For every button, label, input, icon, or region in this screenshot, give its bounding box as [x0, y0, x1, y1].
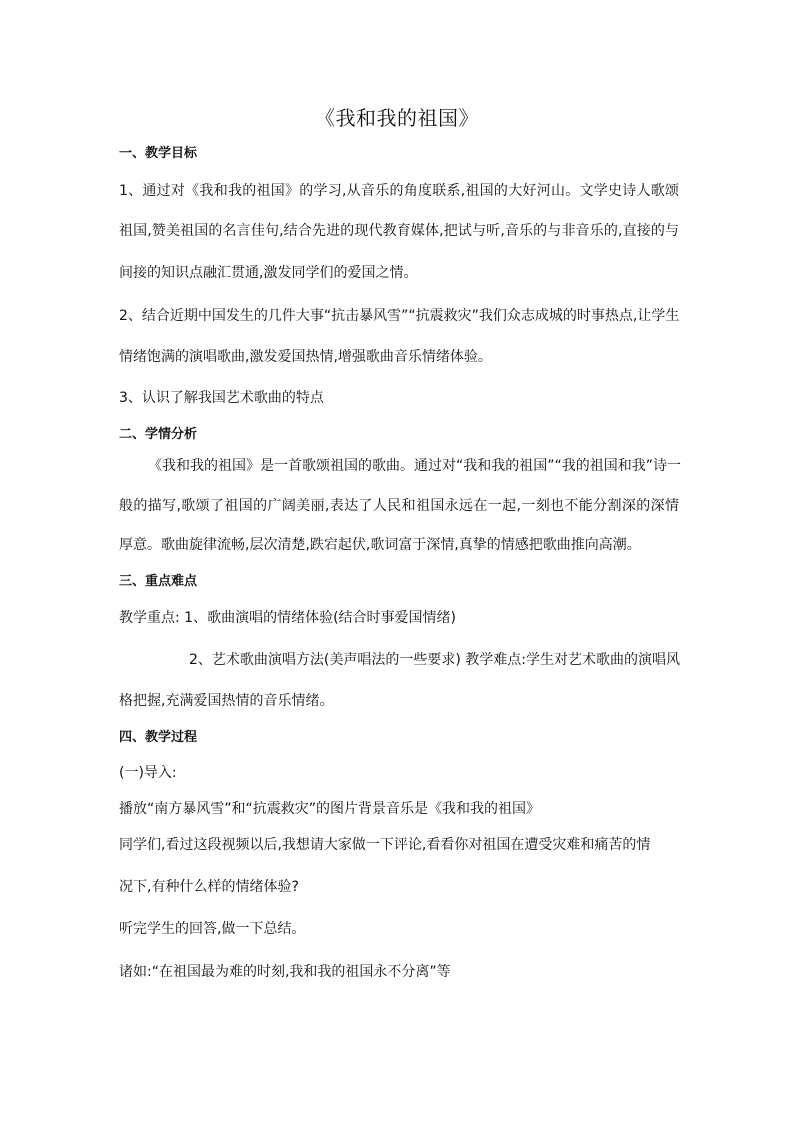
paragraph-line: 3、认识了解我国艺术歌曲的特点 — [119, 390, 324, 406]
paragraph-line: 《我和我的祖国》是一首歌颂祖国的歌曲。通过对“我和我的祖国”“我的祖国和我”诗一 — [148, 458, 682, 474]
paragraph-line: 般的描写,歌颂了祖国的广阔美丽,表达了人民和祖国永远在一起,一刻也不能分割深的深情 — [119, 498, 679, 514]
paragraph-line: 间接的知识点融汇贯通,激发同学们的爱国之情。 — [119, 265, 418, 281]
paragraph-line: 1、通过对《我和我的祖国》的学习,从音乐的角度联系,祖国的大好河山。文学史诗人歌颂 — [119, 183, 679, 199]
paragraph-line: 教学重点: 1、歌曲演唱的情绪体验(结合时事爱国情绪) — [119, 610, 456, 626]
document-title: 《我和我的祖国》 — [315, 106, 479, 130]
paragraph-line: 2、结合近期中国发生的几件大事“抗击暴风雪”“抗震救灾”我们众志成城的时事热点,让学生 — [119, 308, 680, 324]
paragraph-line: 情绪饱满的演唱歌曲,激发爱国热情,增强歌曲音乐情绪体验。 — [119, 349, 492, 365]
section-heading-process: 四、教学过程 — [119, 730, 198, 745]
paragraph-line: (一)导入: — [119, 765, 177, 781]
paragraph-line: 厚意。歌曲旋律流畅,层次清楚,跌宕起伏,歌词富于深情,真挚的情感把歌曲推向高潮。 — [119, 537, 641, 553]
section-heading-analysis: 二、学情分析 — [119, 427, 198, 442]
paragraph-line: 格把握,充满爱国热情的音乐情绪。 — [119, 693, 334, 709]
paragraph-line: 况下,有种什么样的情绪体验? — [119, 879, 299, 895]
paragraph-line: 听完学生的回答,做一下总结。 — [119, 921, 306, 937]
paragraph-line: 诸如:“在祖国最为难的时刻,我和我的祖国永不分离”等 — [119, 964, 451, 980]
section-heading-key-points: 三、重点难点 — [119, 574, 198, 589]
paragraph-line: 播放“南方暴风雪”和“抗震救灾”的图片背景音乐是《我和我的祖国》 — [119, 801, 541, 817]
paragraph-line: 2、艺术歌曲演唱方法(美声唱法的一些要求) 教学难点:学生对艺术歌曲的演唱风 — [189, 652, 680, 668]
section-heading-objectives: 一、教学目标 — [119, 146, 198, 161]
paragraph-line: 同学们,看过这段视频以后,我想请大家做一下评论,看看你对祖国在遭受灾难和痛苦的情 — [119, 837, 651, 853]
paragraph-line: 祖国,赞美祖国的名言佳句,结合先进的现代教育媒体,把试与听,音乐的与非音乐的,直接的与 — [119, 223, 679, 239]
